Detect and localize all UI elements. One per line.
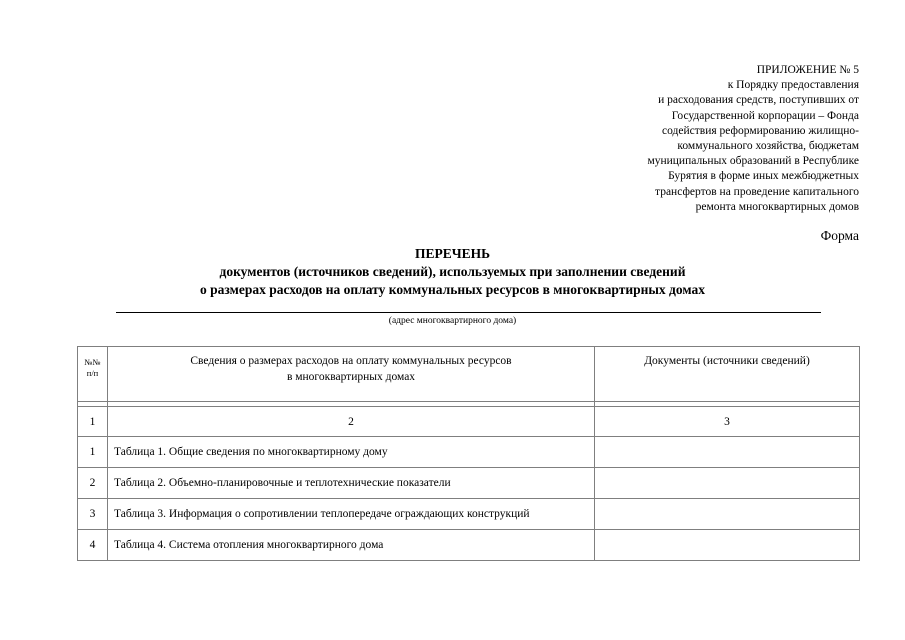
appendix-line: и расходования средств, поступивших от — [658, 94, 859, 107]
row-num: 3 — [78, 499, 108, 530]
row-info: Таблица 1. Общие сведения по многоквартирному дому — [108, 437, 595, 468]
document-title: ПЕРЕЧЕНЬ — [414, 246, 491, 261]
header-info-line2: в многоквартирных домах — [286, 371, 416, 383]
document-subtitle-line1: документов (источников сведений), используемых при заполнении сведений — [219, 264, 686, 279]
header-docs: Документы (источники сведений) — [595, 347, 860, 402]
table-row — [78, 437, 860, 468]
documents-table — [77, 346, 860, 561]
header-num-line2: п/п — [86, 368, 99, 378]
row-docs-cell[interactable] — [595, 468, 860, 499]
row-docs-cell[interactable] — [595, 437, 860, 468]
header-info-line1: Сведения о размерах расходов на оплату коммунальных ресурсов — [190, 355, 512, 367]
appendix-line: Бурятия в форме иных межбюджетных — [668, 170, 859, 183]
appendix-line: трансфертов на проведение капитального — [655, 185, 859, 198]
row-info: Таблица 2. Объемно-планировочные и теплотехнические показатели — [108, 468, 595, 499]
table-header-row — [78, 347, 860, 402]
address-caption: (адрес многоквартирного дома) — [388, 316, 517, 326]
form-label: Форма — [820, 228, 859, 243]
row-num: 1 — [78, 437, 108, 468]
appendix-line: ПРИЛОЖЕНИЕ № 5 — [756, 64, 859, 76]
row-docs-cell[interactable] — [595, 499, 860, 530]
row-info: Таблица 4. Система отопления многоквартирного дома — [108, 530, 595, 561]
appendix-line: содействия реформированию жилищно- — [662, 124, 859, 137]
header-num — [78, 347, 108, 402]
appendix-line: муниципальных образований в Республике — [647, 155, 859, 168]
appendix-line: коммунального хозяйства, бюджетам — [677, 140, 859, 153]
header-num-line1: №№ — [84, 357, 101, 367]
row-num: 4 — [78, 530, 108, 561]
table-row — [78, 530, 860, 561]
document-subtitle-line2: о размерах расходов на оплату коммунальных ресурсов в многоквартирных домах — [200, 282, 705, 297]
appendix-block — [539, 63, 859, 215]
appendix-line: Государственной корпорации – Фонда — [671, 109, 859, 122]
row-info: Таблица 3. Информация о сопротивлении теплопередаче ограждающих конструкций — [108, 499, 595, 530]
header-info — [108, 347, 595, 402]
address-fill-line — [116, 312, 821, 313]
column-number: 2 — [108, 407, 595, 437]
table-row — [78, 499, 860, 530]
table-row — [78, 468, 860, 499]
appendix-line: к Порядку предоставления — [727, 79, 859, 92]
row-docs-cell[interactable] — [595, 530, 860, 561]
column-number-row — [78, 407, 860, 437]
column-number: 1 — [78, 407, 108, 437]
column-number: 3 — [595, 407, 860, 437]
appendix-line: ремонта многоквартирных домов — [695, 200, 859, 213]
row-num: 2 — [78, 468, 108, 499]
